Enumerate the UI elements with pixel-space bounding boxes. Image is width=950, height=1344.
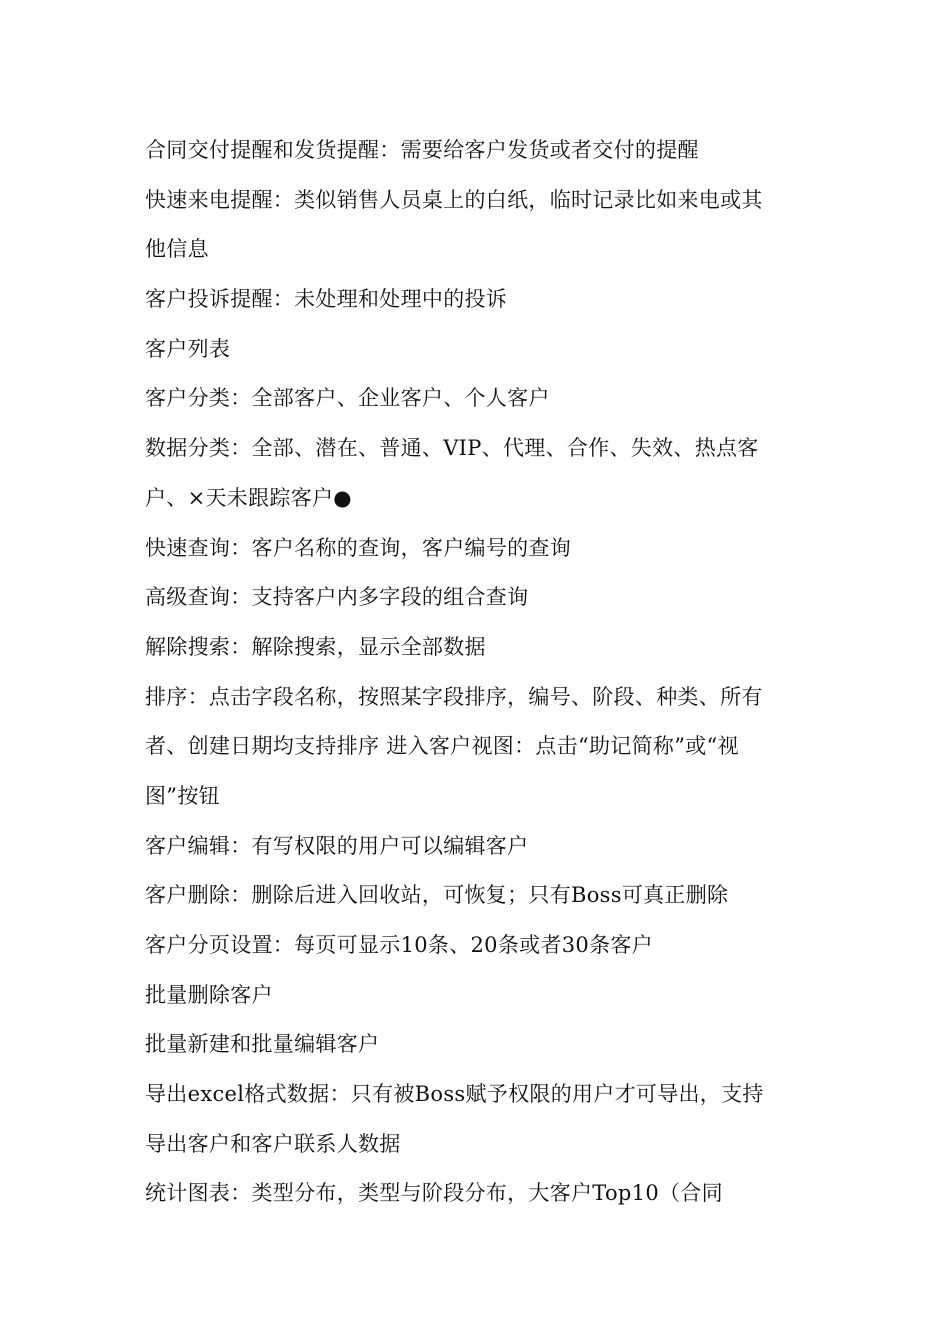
- text-line-1: 合同交付提醒和发货提醒：需要给客户发货或者交付的提醒: [145, 138, 699, 162]
- text-line-3: 他信息: [145, 237, 209, 262]
- text-line-11: 解除搜索：解除搜索，显示全部数据: [145, 634, 486, 659]
- text-line-14: 图”按钮: [145, 783, 220, 808]
- text-line-20: 导出excel格式数据：只有被Boss赋予权限的用户才可导出，支持: [145, 1082, 764, 1107]
- document-body: [145, 126, 815, 1219]
- text-line-12: 排序：点击字段名称，按照某字段排序，编号、阶段、种类、所有: [145, 684, 763, 709]
- text-line-10: 高级查询：支持客户内多字段的组合查询: [145, 585, 529, 610]
- text-line-2: 快速来电提醒：类似销售人员桌上的白纸，临时记录比如来电或其: [145, 187, 763, 212]
- text-line-5: 客户列表: [145, 336, 231, 361]
- text-line-4: 客户投诉提醒：未处理和处理中的投诉: [145, 287, 508, 312]
- text-line-8: 户、×天未跟踪客户●: [145, 485, 352, 510]
- text-line-15: 客户编辑：有写权限的用户可以编辑客户: [145, 833, 529, 858]
- text-line-6: 客户分类：全部客户、企业客户、个人客户: [145, 386, 550, 411]
- text-line-22: 统计图表：类型分布，类型与阶段分布，大客户Top10（合同: [145, 1181, 723, 1206]
- text-line-9: 快速查询：客户名称的查询，客户编号的查询: [145, 535, 571, 560]
- text-line-18: 批量删除客户: [145, 982, 273, 1007]
- text-line-7: 数据分类：全部、潜在、普通、VIP、代理、合作、失效、热点客: [145, 436, 759, 461]
- text-line-17: 客户分页设置：每页可显示10条、20条或者30条客户: [145, 933, 653, 957]
- text-line-13: 者、创建日期均支持排序 进入客户视图：点击“助记简称”或“视: [145, 734, 739, 759]
- text-line-19: 批量新建和批量编辑客户: [145, 1032, 380, 1057]
- text-line-21: 导出客户和客户联系人数据: [145, 1131, 401, 1156]
- text-line-16: 客户删除：删除后进入回收站，可恢复；只有Boss可真正删除: [145, 883, 729, 908]
